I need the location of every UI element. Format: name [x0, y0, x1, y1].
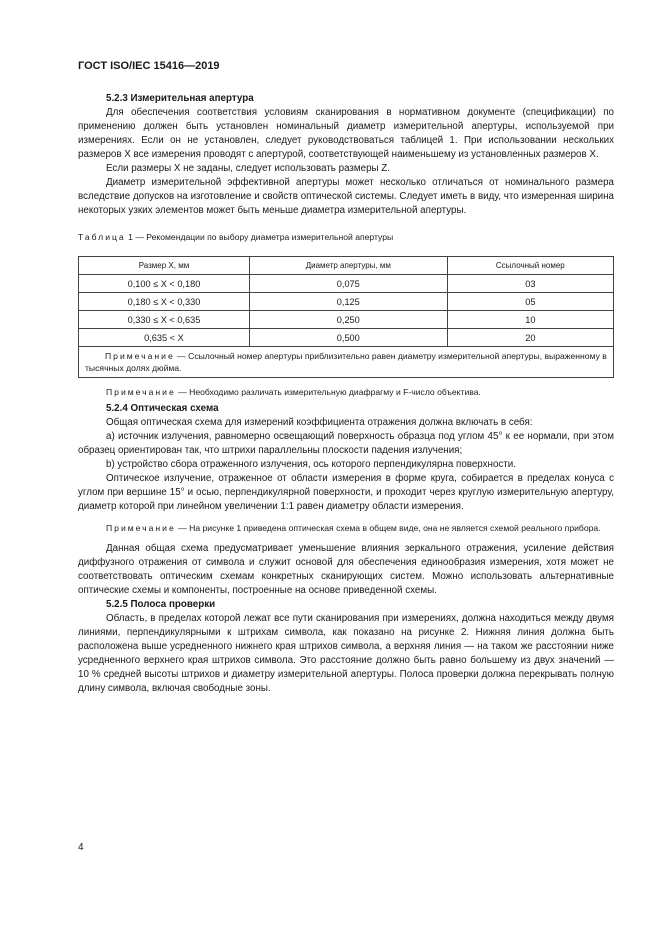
table-cell: 0,075 [249, 275, 447, 293]
table-row [79, 311, 614, 329]
table-cell: 10 [447, 311, 613, 329]
page-number: 4 [78, 842, 84, 853]
column-header: Диаметр апертуры, мм [249, 257, 447, 275]
table-row [79, 293, 614, 311]
table-cell: 0,125 [249, 293, 447, 311]
paragraph: Данная общая схема предусматривает уменьшение влияния зеркального отражения, усиление действия диффузного отражения от символа и служит основой для обеспечения единообразия измерения, хотя может не соответствовать оптическим схемам конкретных сканирующих систем. Можно использовать альтернативные оптические схемы и компоненты, построенные на основе приведенной схемы. [78, 543, 614, 596]
paragraph: Для обеспечения соответствия условиям сканирования в нормативном документе (спецификации) по применению должен быть установлен номинальный диаметр измерительной апертуры, используемой при измерениях. Если он не установлен, следует руководствоваться таблицей 1. При использовании нескольких размеров X все измерения проводят с апертурой, соответствующей наименьшему из установленных размеров X. [78, 107, 614, 160]
section-5-2-4-title: 5.2.4 Оптическая схема [106, 403, 219, 414]
page-content [78, 92, 614, 696]
table-caption: Таблица 1 — Рекомендации по выбору диаметра измерительной апертуры [78, 232, 394, 242]
note: Примечание — На рисунке 1 приведена оптическая схема в общем виде, она не является схемой реального прибора. [106, 523, 601, 533]
table-cell: 0,635 < X [79, 329, 250, 347]
table-row [79, 329, 614, 347]
list-item-a: а) источник излучения, равномерно освещающий поверхность образца под углом 45° к ее нормали, при этом образец ориентирован так, что штрихи параллельны плоскости падения излучения; [78, 431, 614, 456]
table-cell: 0,100 ≤ X < 0,180 [79, 275, 250, 293]
paragraph: Оптическое излучение, отраженное от области измерения в форме круга, собирается в пределах конуса с углом при вершине 15° и осью, перпендикулярной поверхности, и проходит через круглую измерительную апертуру, диаметр которой при линейном увеличении 1:1 равен диаметру области измерения. [78, 473, 614, 512]
section-5-2-3-title: 5.2.3 Измерительная апертура [106, 93, 254, 104]
column-header: Размер X, мм [79, 257, 250, 275]
paragraph: Диаметр измерительной эффективной апертуры может несколько отличаться от номинального размера вследствие допусков на изготовление и свойств оптической системы. Следует иметь в виду, что измеренная ширина некоторых узких элементов может быть меньше диаметра измерительной апертуры. [78, 177, 614, 216]
table-note: Примечание — Ссылочный номер апертуры приблизительно равен диаметру измерительной апертуры, выраженному в тысячных долях дюйма. [79, 347, 614, 378]
section-5-2-5-title: 5.2.5 Полоса проверки [106, 599, 216, 610]
table-cell: 05 [447, 293, 613, 311]
column-header: Ссылочный номер [447, 257, 613, 275]
table-note-row [79, 347, 614, 378]
document-header: ГОСТ ISO/IEC 15416—2019 [78, 60, 220, 72]
table-header-row [79, 257, 614, 275]
list-item-b: b) устройство сбора отраженного излучения, ось которого перпендикулярна поверхности. [106, 459, 516, 470]
paragraph: Общая оптическая схема для измерений коэффициента отражения должна включать в себя: [106, 417, 533, 428]
table-row [79, 275, 614, 293]
paragraph: Область, в пределах которой лежат все пути сканирования при измерениях, должна находиться между двумя линиями, перпендикулярными к штрихам символа, как показано на рисунке 2. Нижняя линия должна быть расположена выше усредненного нижнего края штрихов символа, а верхняя линия — на таком же расстоянии ниже усредненного верхнего края штрихов символа. Это расстояние должно быть равно большему из двух значений — 10 % средней высоты штрихов и диаметру измерительной апертуры. Полоса проверки должна перекрывать полную длину символа, включая свободные зоны. [78, 613, 614, 694]
note: Примечание — Необходимо различать измерительную диафрагму и F-число объектива. [106, 387, 481, 397]
table-cell: 0,250 [249, 311, 447, 329]
table-cell: 20 [447, 329, 613, 347]
aperture-table [78, 256, 614, 378]
paragraph: Если размеры X не заданы, следует использовать размеры Z. [106, 163, 391, 174]
table-cell: 0,330 ≤ X < 0,635 [79, 311, 250, 329]
table-cell: 03 [447, 275, 613, 293]
table-cell: 0,500 [249, 329, 447, 347]
table-cell: 0,180 ≤ X < 0,330 [79, 293, 250, 311]
